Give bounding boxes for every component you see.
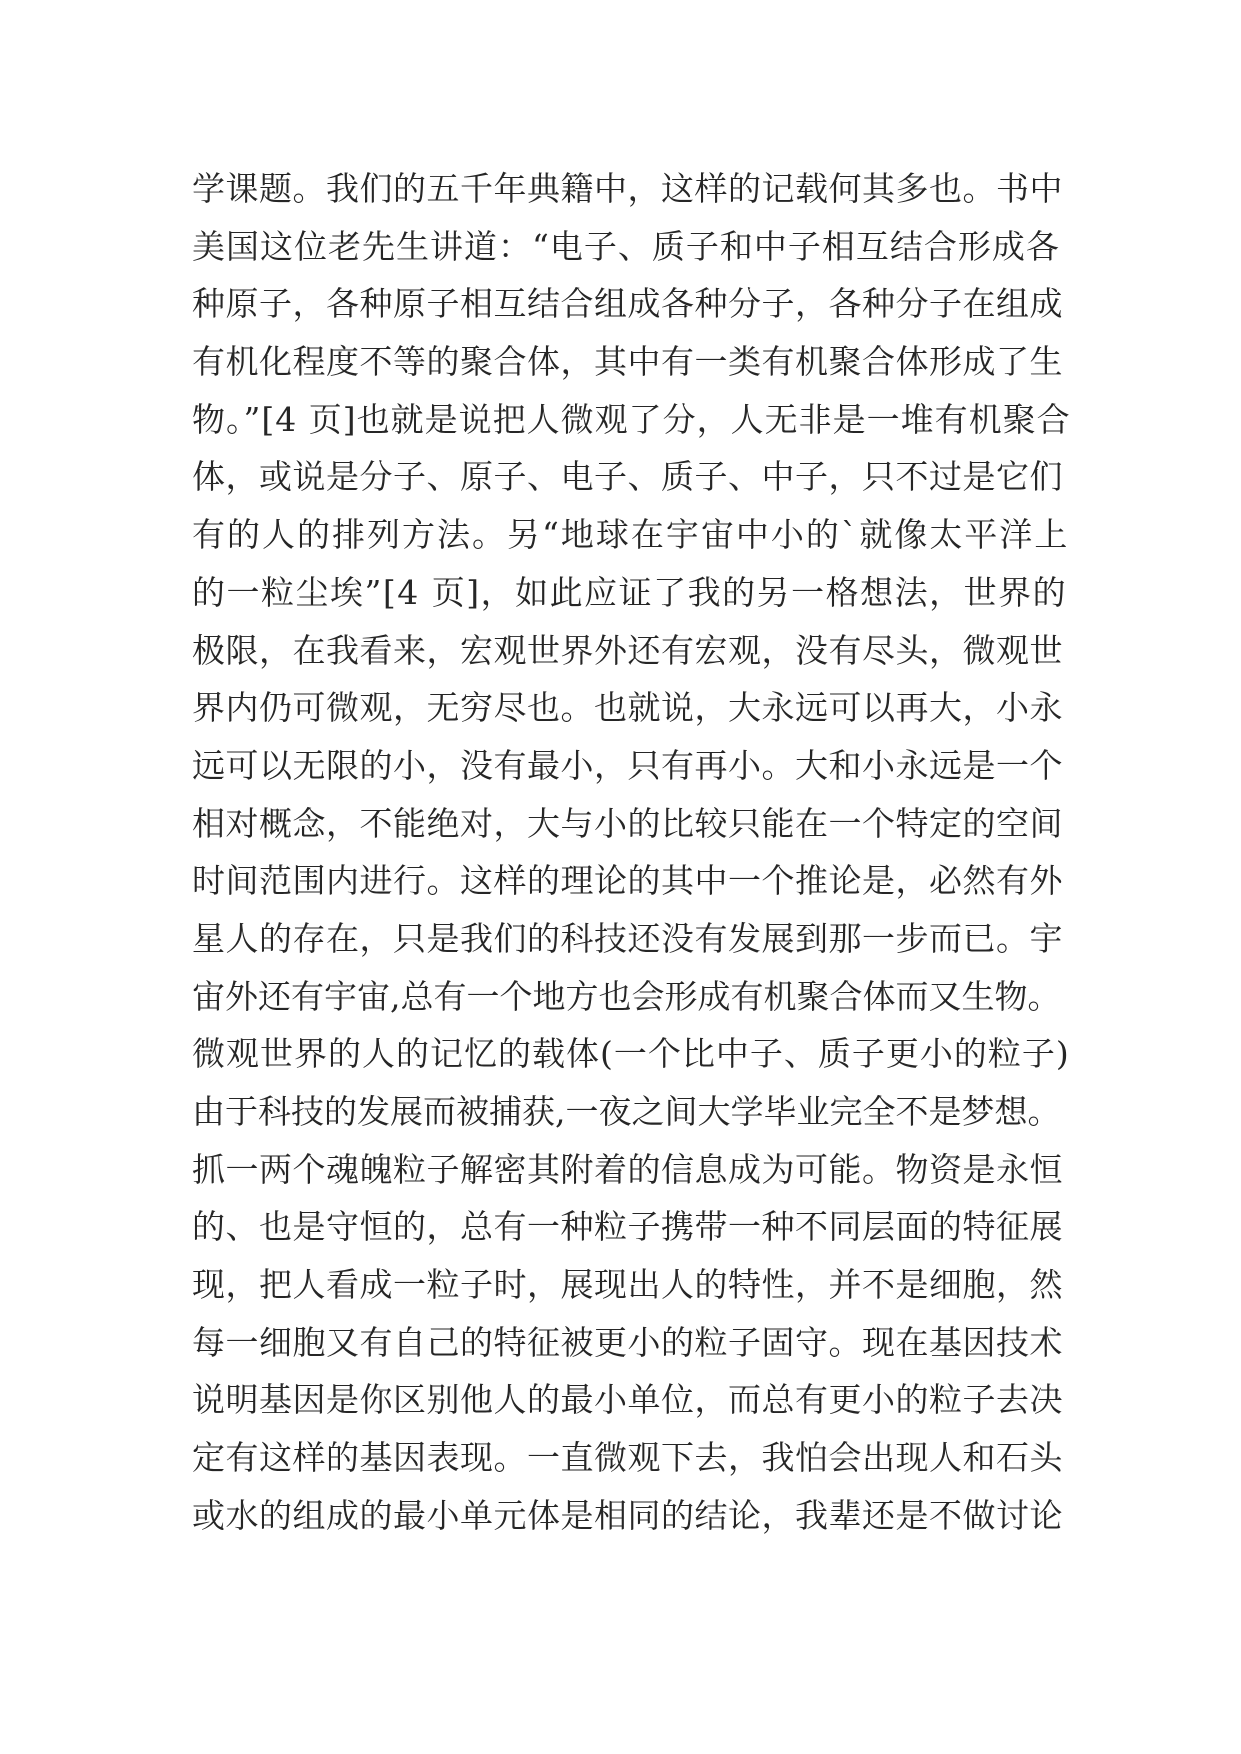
text-line: 极限，在我看来，宏观世界外还有宏观，没有尽头，微观世 <box>192 630 1063 670</box>
text-line: 相对概念，不能绝对，大与小的比较只能在一个特定的空间 <box>192 803 1063 843</box>
text-line: 抓一两个魂魄粒子解密其附着的信息成为可能。物资是永恒 <box>192 1149 1063 1189</box>
text-line: 或水的组成的最小单元体是相同的结论，我辈还是不做讨论 <box>192 1495 1063 1535</box>
text-line: 远可以无限的小，没有最小，只有再小。大和小永远是一个 <box>192 745 1063 785</box>
text-line: 美国这位老先生讲道：“电子、质子和中子相互结合形成各 <box>192 226 1060 266</box>
text-line: 学课题。我们的五千年典籍中，这样的记载何其多也。书中 <box>192 169 1063 208</box>
text-line: 每一细胞又有自己的特征被更小的粒子固守。现在基因技术 <box>192 1322 1063 1362</box>
text-line: 微观世界的人的记忆的载体(一个比中子、质子更小的粒子) <box>192 1034 1070 1074</box>
text-line: 有机化程度不等的聚合体，其中有一类有机聚合体形成了生 <box>192 342 1063 382</box>
text-line: 说明基因是你区别他人的最小单位，而总有更小的粒子去决 <box>192 1380 1063 1420</box>
body-text <box>192 160 1072 1545</box>
text-line: 宙外还有宇宙,总有一个地方也会形成有机聚合体而又生物。 <box>192 976 1061 1016</box>
text-line: 现，把人看成一粒子时，展现出人的特性，并不是细胞，然 <box>192 1265 1063 1305</box>
text-line: 体，或说是分子、原子、电子、质子、中子，只不过是它们 <box>192 457 1063 497</box>
text-line: 界内仍可微观，无穷尽也。也就说，大永远可以再大，小永 <box>192 688 1063 728</box>
text-line: 时间范围内进行。这样的理论的其中一个推论是，必然有外 <box>192 861 1063 901</box>
text-line: 星人的存在，只是我们的科技还没有发展到那一步而已。宇 <box>192 918 1063 958</box>
text-line: 种原子，各种原子相互结合组成各种分子，各种分子在组成 <box>192 284 1063 324</box>
text-line: 物。”[4 页]也就是说把人微观了分，人无非是一堆有机聚合 <box>192 399 1071 439</box>
text-line: 的、也是守恒的，总有一种粒子携带一种不同层面的特征展 <box>192 1207 1063 1247</box>
text-line: 的一粒尘埃”[4 页]，如此应证了我的另一格想法，世界的 <box>192 572 1068 612</box>
text-line: 定有这样的基因表现。一直微观下去，我怕会出现人和石头 <box>192 1438 1063 1478</box>
text-line: 由于科技的发展而被捕获,一夜之间大学毕业完全不是梦想。 <box>192 1092 1061 1131</box>
text-line: 有的人的排列方法。另“地球在宇宙中小的`就像太平洋上 <box>192 515 1070 555</box>
